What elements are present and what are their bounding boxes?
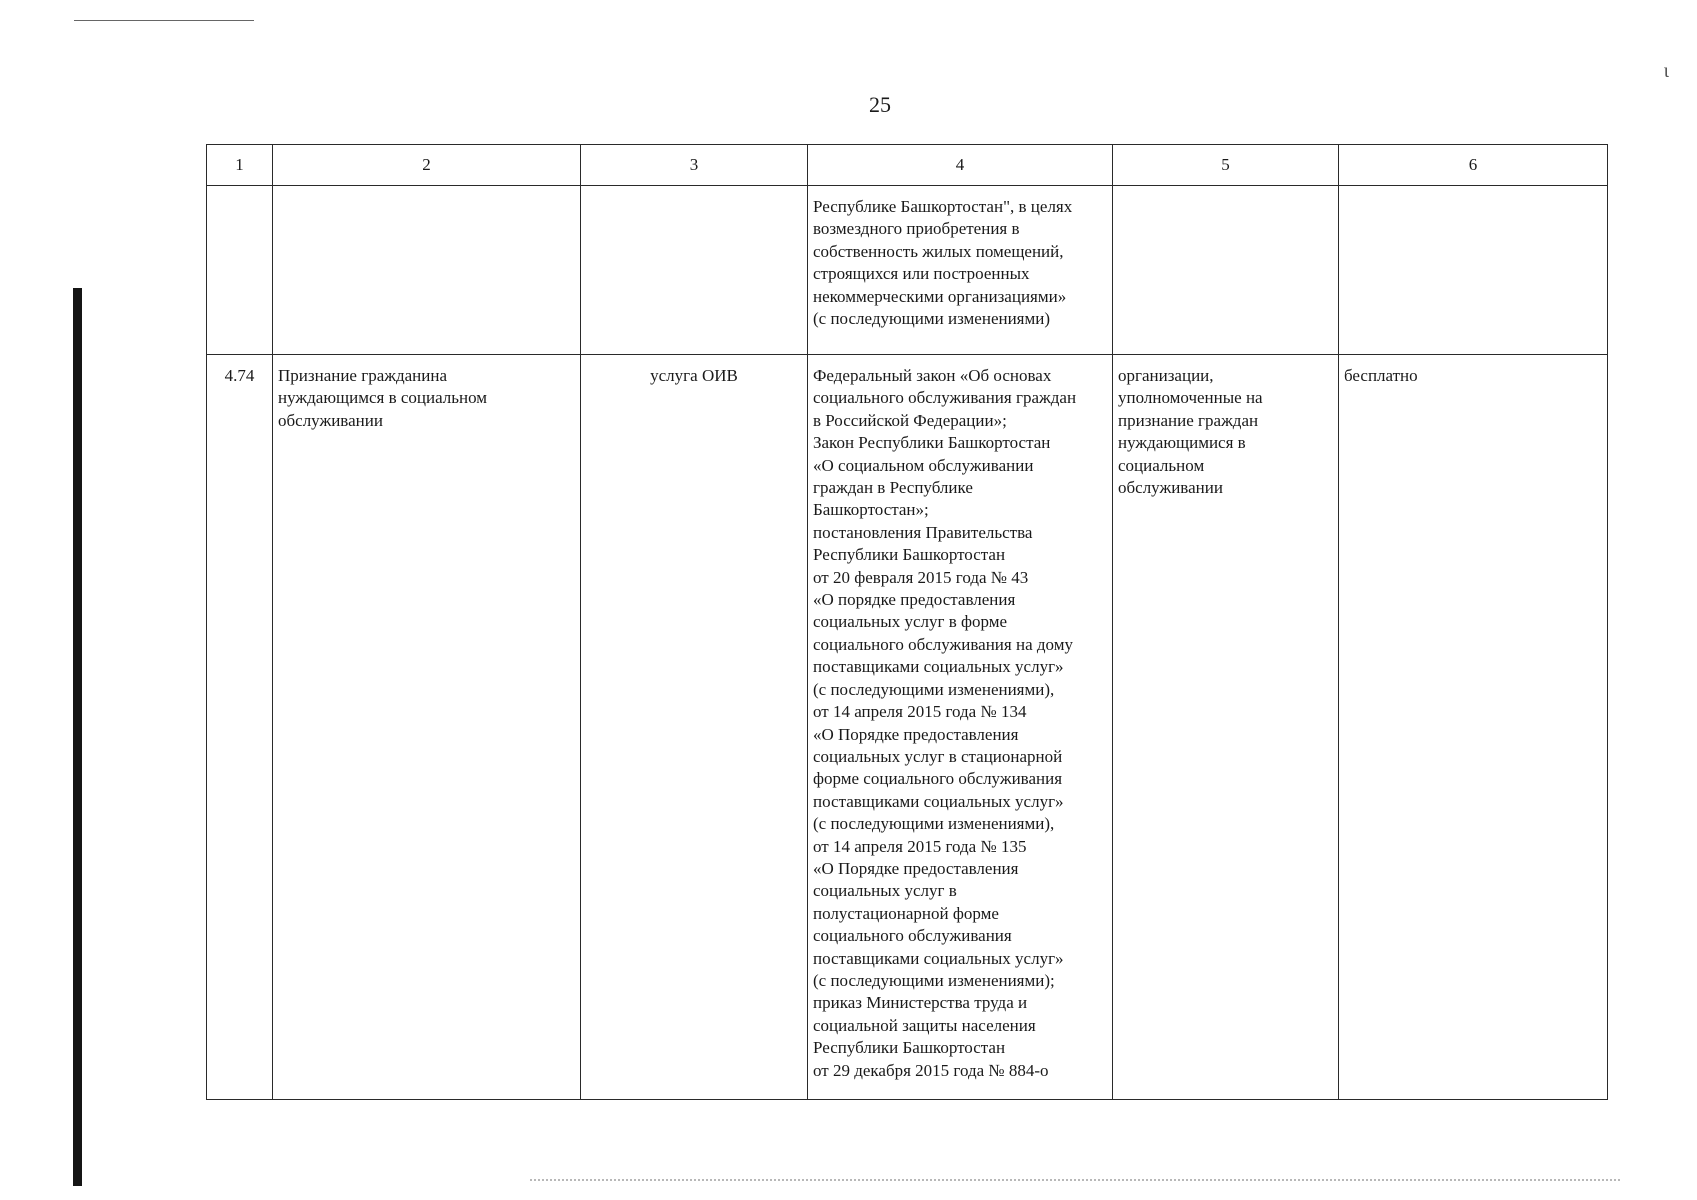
- scan-edge-mark: [73, 288, 82, 1186]
- table-cell: [207, 186, 273, 355]
- services-table: [206, 144, 1608, 1100]
- column-header: 3: [581, 145, 808, 186]
- service-name-cell: Признание гражданина нуждающимся в социальном обслуживании: [273, 355, 581, 1100]
- row-number-cell: 4.74: [207, 355, 273, 1100]
- column-header: 4: [808, 145, 1113, 186]
- service-type-cell: услуга ОИВ: [581, 355, 808, 1100]
- corner-scan-mark: ι: [1663, 60, 1669, 82]
- bottom-dotted-line: [530, 1179, 1620, 1181]
- fee-cell: бесплатно: [1339, 355, 1608, 1100]
- top-rule: [74, 20, 254, 21]
- table-cell: [581, 186, 808, 355]
- legal-basis-cell: Республике Башкортостан", в целях возмездного приобретения в собственность жилых помещений, строящихся или построенных некоммерческими организациями» (с последующими изменениями): [808, 186, 1113, 355]
- table-cell: [273, 186, 581, 355]
- table-cell: [1339, 186, 1608, 355]
- table-header-row: [207, 145, 1608, 186]
- page-number: 25: [869, 92, 891, 117]
- column-header: 6: [1339, 145, 1608, 186]
- column-header: 2: [273, 145, 581, 186]
- table-row: [207, 355, 1608, 1100]
- legal-basis-cell: Федеральный закон «Об основах социального обслуживания граждан в Российской Федерации»; Закон Республики Башкортостан «О социальном обслуживании граждан в Республике Башкортостан»; постановления Правительства Республики Башкортостан от 20 февраля 2015 года № 43 «О порядке предоставления социальных услуг в форме социального обслуживания на дому поставщиками социальных услуг» (с последующими изменениями), от 14 апреля 2015 года № 134 «О Порядке предоставления социальных услуг в стационарной форме социального обслуживания поставщиками социальных услуг» (с последующими изменениями), от 14 апреля 2015 года № 135 «О Порядке предоставления социальных услуг в полустационарной форме социального обслуживания поставщиками социальных услуг» (с последующими изменениями); приказ Министерства труда и социальной защиты населения Республики Башкортостан от 29 декабря 2015 года № 884-о: [808, 355, 1113, 1100]
- table-cell: [1113, 186, 1339, 355]
- table-row-continuation: [207, 186, 1608, 355]
- column-header: 5: [1113, 145, 1339, 186]
- provider-cell: организации, уполномоченные на признание граждан нуждающимися в социальном обслуживании: [1113, 355, 1339, 1100]
- column-header: 1: [207, 145, 273, 186]
